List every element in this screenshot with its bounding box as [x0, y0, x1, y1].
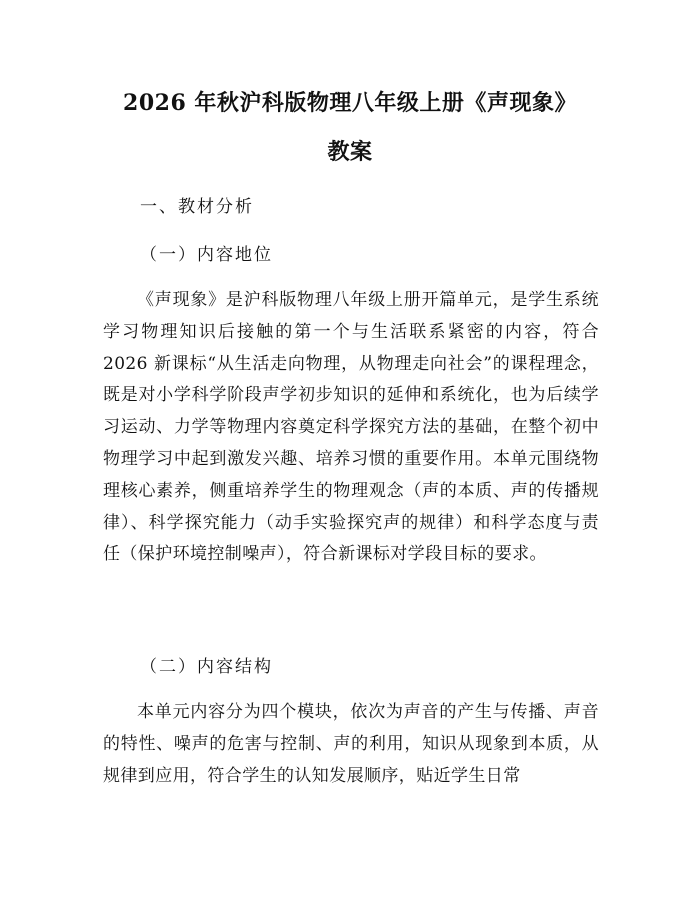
- section-heading-textbook-analysis: 一、教材分析: [140, 197, 254, 217]
- document-title-continued: 教案: [327, 139, 373, 165]
- document-title: 2026 年秋沪科版物理八年级上册《声现象》: [123, 90, 577, 116]
- subsection-heading-content-structure: （二）内容结构: [140, 657, 273, 677]
- paragraph-content-structure: 本单元内容分为四个模块，依次为声音的产生与传播、声音的特性、噪声的危害与控制、声的利用，知识从现象到本质，从规律到应用，符合学生的认知发展顺序，贴近学生日常: [103, 702, 599, 786]
- subsection-heading-content-position: （一）内容地位: [140, 245, 273, 265]
- paragraph-content-position: 《声现象》是沪科版物理八年级上册开篇单元，是学生系统学习物理知识后接触的第一个与生活联系紧密的内容，符合 2026 新课标“从生活走向物理，从物理走向社会”的课程理念，既是对小学科学阶段声学初步知识的延伸和系统化，也为后续学习运动、力学等物理内容奠定科学探究方法的基础，在整个初中物理学习中起到激发兴趣、培养习惯的重要作用。本单元围绕物理核心素养，侧重培养学生的物理观念（声的本质、声的传播规律）、科学探究能力（动手实验探究声的规律）和科学态度与责任（保护环境控制噪声），符合新课标对学段目标的要求。: [103, 290, 599, 565]
